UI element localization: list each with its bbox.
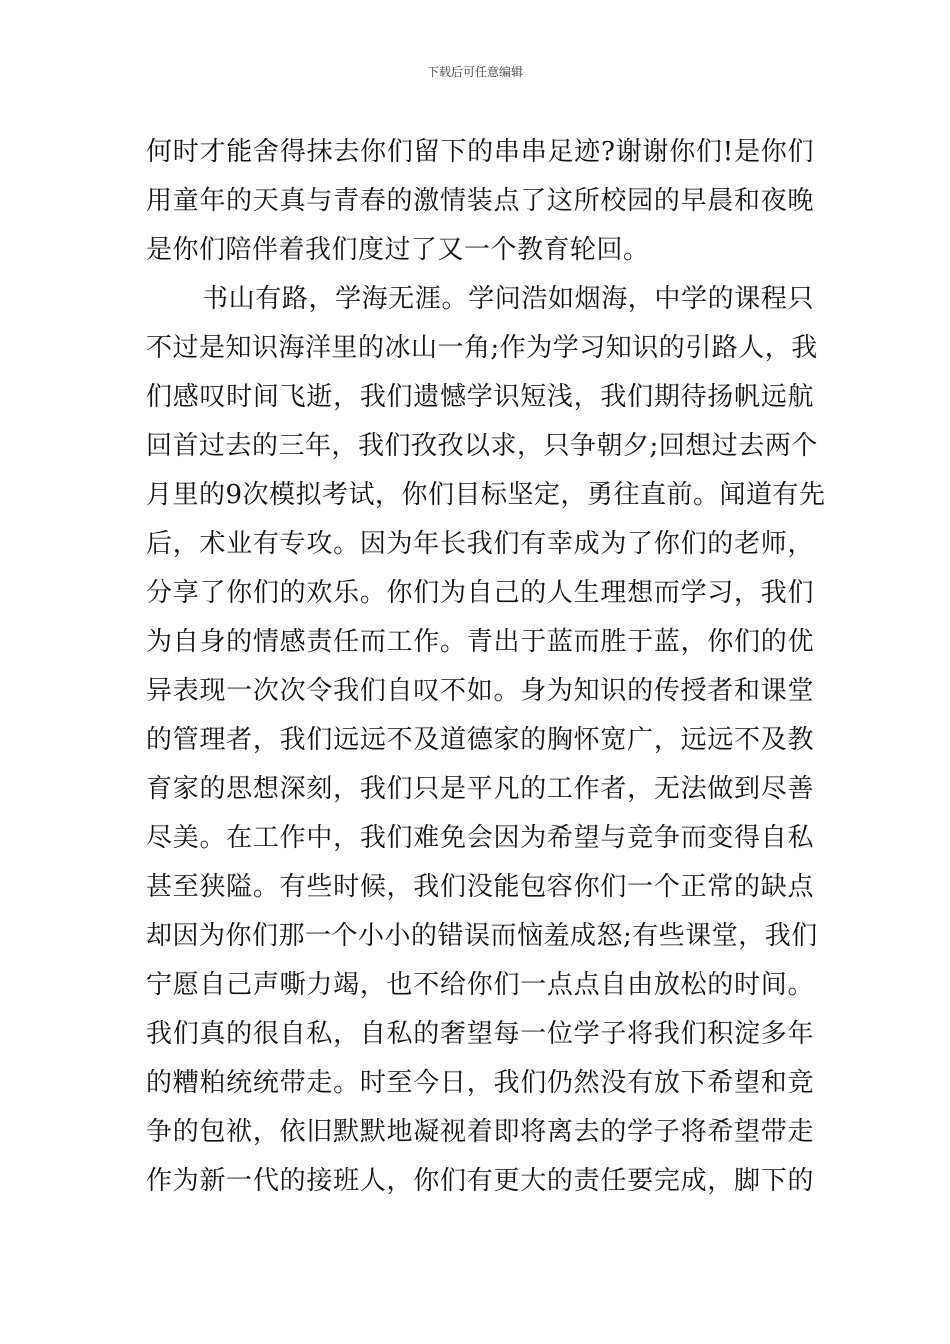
paragraph-first-line: 书山有路，学海无涯。学问浩如烟海，中学的课程只 xyxy=(202,284,814,314)
text-line: 为自身的情感责任而工作。青出于蓝而胜于蓝，你们的优 xyxy=(146,627,814,657)
text-line: 月里的9次模拟考试，你们目标坚定，勇往直前。闻道有先 xyxy=(146,480,826,510)
text-line: 们感叹时间飞逝，我们遗憾学识短浅，我们期待扬帆远航 xyxy=(146,382,814,412)
text-line: 回首过去的三年，我们孜孜以求，只争朝夕;回想过去两个 xyxy=(146,431,818,461)
text-line: 的糟粕统统带走。时至今日，我们仍然没有放下希望和竞 xyxy=(146,1068,814,1098)
text-line: 用童年的天真与青春的激情装点了这所校园的早晨和夜晚 xyxy=(146,186,814,216)
text-line: 分享了你们的欢乐。你们为自己的人生理想而学习，我们 xyxy=(146,578,814,608)
text-line: 异表现一次次令我们自叹不如。身为知识的传授者和课堂 xyxy=(146,676,814,706)
document-body xyxy=(146,128,826,1206)
text-line: 的管理者，我们远远不及道德家的胸怀宽广，远远不及教 xyxy=(146,725,814,755)
text-line: 是你们陪伴着我们度过了又一个教育轮回。 xyxy=(146,235,650,265)
page-header-note: 下载后可任意编辑 xyxy=(426,65,523,79)
text-line: 尽美。在工作中，我们难免会因为希望与竞争而变得自私 xyxy=(146,823,814,853)
text-line: 后，术业有专攻。因为年长我们有幸成为了你们的老师， xyxy=(146,529,814,559)
text-line: 何时才能舍得抹去你们留下的串串足迹?谢谢你们!是你们 xyxy=(146,137,814,167)
text-line: 宁愿自己声嘶力竭，也不给你们一点点自由放松的时间。 xyxy=(146,970,814,1000)
text-line: 甚至狭隘。有些时候，我们没能包容你们一个正常的缺点 xyxy=(146,872,814,902)
text-line: 作为新一代的接班人，你们有更大的责任要完成，脚下的 xyxy=(146,1166,814,1196)
text-line: 我们真的很自私，自私的奢望每一位学子将我们积淀多年 xyxy=(146,1019,814,1049)
text-line: 却因为你们那一个小小的错误而恼羞成怒;有些课堂，我们 xyxy=(146,921,818,951)
text-line: 争的包袱，依旧默默地凝视着即将离去的学子将希望带走 xyxy=(146,1117,814,1147)
text-line: 不过是知识海洋里的冰山一角;作为学习知识的引路人，我 xyxy=(146,333,818,363)
text-line: 育家的思想深刻，我们只是平凡的工作者，无法做到尽善 xyxy=(146,774,814,804)
